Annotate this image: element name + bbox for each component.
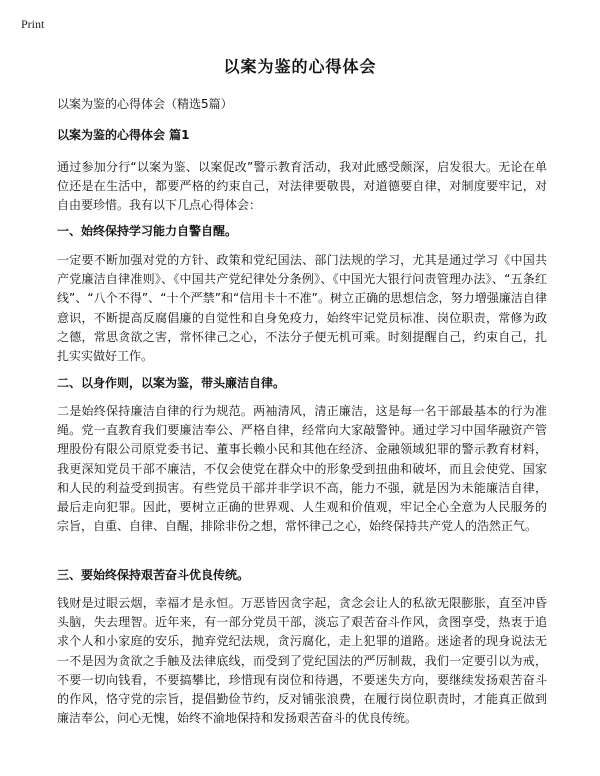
intro-paragraph: 通过参加分行“以案为鉴、以案促改”警示教育活动，我对此感受颇深，启发很大。无论在单位还是在生活中，都要严格的约束自己，对法律要敬畏，对道德要自律，对制度要牢记，对自由要珍惜。我有以下几点心得体会： bbox=[57, 160, 547, 213]
document-subtitle: 以案为鉴的心得体会（精选5篇） bbox=[57, 97, 233, 111]
point-3-heading: 三、要始终保持艰苦奋斗优良传统。 bbox=[57, 568, 250, 582]
point-3-body: 钱财是过眼云烟，幸福才是永恒。万恶皆因贪字起，贪念会让人的私欲无限膨胀，直至冲昏头脑，失去理智。近年来，有一部分党员干部，淡忘了艰苦奋斗作风，贪图享受，热衷于追求个人和小家庭的安乐，抛弃党纪法规，贪污腐化，走上犯罪的道路。迷途者的现身说法无一不是因为贪欲之手触及法律底线，而受到了党纪国法的严厉制裁，我们一定要引以为戒，不要一切向钱看，不要搞攀比，珍惜现有岗位和待遇，不要迷失方向，要继续发扬艰苦奋斗的作风，恪守党的宗旨，提倡勤俭节约，反对铺张浪费，在履行岗位职责时，才能真正做到廉洁奉公，问心无愧，始终不渝地保持和发扬艰苦奋斗的优良传统。 bbox=[57, 596, 547, 726]
point-2-body: 二是始终保持廉洁自律的行为规范。两袖清风，清正廉洁，这是每一名干部最基本的行为准绳。党一直教育我们要廉洁奉公、严格自律，经常向大家敲警钟。通过学习中国华融资产管理股份有限公司原党委书记、董事长赖小民和其他在经济、金融领域犯罪的警示教育材料，我更深知党员干部不廉洁，不仅会使党在群众中的形象受到扭曲和破坏，而且会使党、国家和人民的利益受到损害。有些党员干部并非学识不高，能力不强，就是因为未能廉洁自律，最后走向犯罪。因此，要树立正确的世界观、人生观和价值观，牢记全心全意为人民服务的宗旨，自重、自律、自醒，排除非份之想，常怀律己之心，始终保持共产党人的浩然正气。 bbox=[57, 404, 547, 534]
section-heading: 以案为鉴的心得体会 篇1 bbox=[57, 128, 190, 142]
point-1-heading: 一、始终保持学习能力自警自醒。 bbox=[57, 224, 238, 238]
point-1-body: 一定要不断加强对党的方针、政策和党纪国法、部门法规的学习，尤其是通过学习《中国共产党廉洁自律准则》、《中国共产党纪律处分条例》、《中国光大银行问责管理办法》、“五条红线”、“八个不得”、“十个严禁”和“信用卡十不准”。树立正确的思想信念，努力增强廉洁自律意识，不断提高反腐倡廉的自觉性和自身免疫力，始终牢记党员标准、岗位职责，常修为政之德，常思贪欲之害，常怀律己之心，不法分子便无机可乘。时刻提醒自己，约束自己，扎扎实实做好工作。 bbox=[57, 253, 547, 364]
print-link[interactable]: Print bbox=[21, 17, 45, 31]
document-title: 以案为鉴的心得体会 bbox=[223, 57, 377, 76]
point-2-heading: 二、以身作则，以案为鉴，带头廉洁自律。 bbox=[57, 376, 286, 390]
